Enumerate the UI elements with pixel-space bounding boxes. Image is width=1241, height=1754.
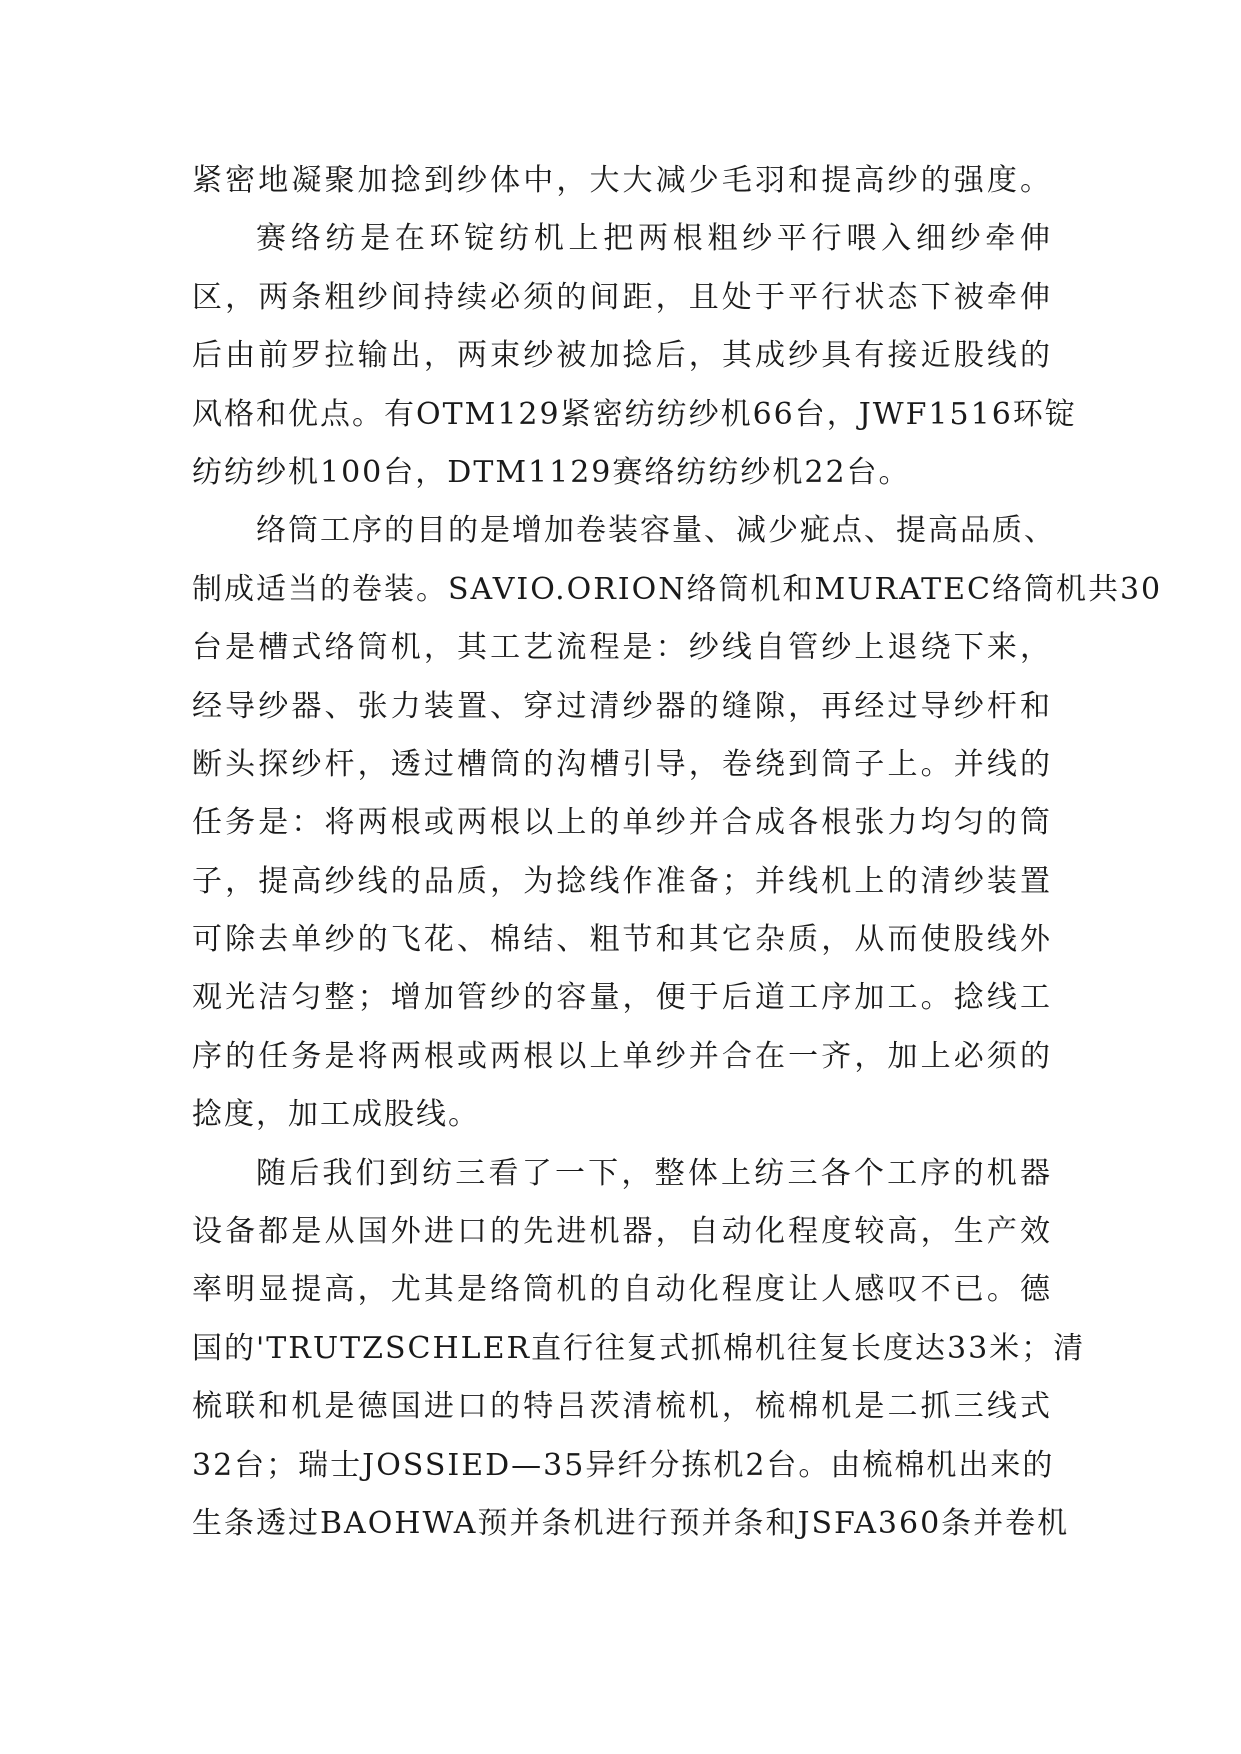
text-line: 子，提高纱线的品质，为捻线作准备；并线机上的清纱装置 [192,863,1052,899]
text-line: 可除去单纱的飞花、棉结、粗节和其它杂质，从而使股线外 [192,922,1052,958]
text-line: 32台；瑞士JOSSIED—35异纤分拣机2台。由梳棉机出来的 [192,1447,1055,1483]
text-line: 后由前罗拉输出，两束纱被加捻后，其成纱具有接近股线的 [192,338,1052,374]
paragraph-end-line: 捻度，加工成股线。 [192,1097,480,1133]
text-line: 紧密地凝聚加捻到纱体中，大大减少毛羽和提高纱的强度。 [192,163,1052,198]
text-line: 区，两条粗纱间持续必须的间距，且处于平行状态下被牵伸 [192,279,1052,315]
text-line: 观光洁匀整；增加管纱的容量，便于后道工序加工。捻线工 [192,980,1052,1016]
text-line: 生条透过BAOHWA预并条机进行预并条和JSFA360条并卷机 [192,1505,1070,1541]
text-line: 序的任务是将两根或两根以上单纱并合在一齐，加上必须的 [192,1038,1052,1074]
paragraph-start-line: 络筒工序的目的是增加卷装容量、减少疵点、提高品质、 [256,513,1056,549]
text-line: 率明显提高，尤其是络筒机的自动化程度让人感叹不已。德 [192,1272,1052,1308]
paragraph-start-line: 赛络纺是在环锭纺机上把两根粗纱平行喂入细纱牵伸 [256,221,1052,257]
paragraph-start-line: 随后我们到纺三看了一下，整体上纺三各个工序的机器 [256,1155,1052,1191]
paragraph-end-line: 纺纺纱机100台，DTM1129赛络纺纺纱机22台。 [192,454,911,490]
text-line: 制成适当的卷装。SAVIO.ORION络筒机和MURATEC络筒机共30 [192,571,1163,607]
text-line: 设备都是从国外进口的先进机器，自动化程度较高，生产效 [192,1214,1052,1250]
text-line: 台是槽式络筒机，其工艺流程是：纱线自管纱上退绕下来， [192,630,1052,666]
text-line: 任务是：将两根或两根以上的单纱并合成各根张力均匀的筒 [192,805,1052,841]
text-line: 梳联和机是德国进口的特吕茨清梳机，梳棉机是二抓三线式 [192,1389,1052,1425]
body-text [192,152,1163,1553]
text-line: 经导纱器、张力装置、穿过清纱器的缝隙，再经过导纱杆和 [192,688,1052,724]
text-line: 风格和优点。有OTM129紧密纺纺纱机66台，JWF1516环锭 [192,396,1077,432]
text-line: 断头探纱杆，透过槽筒的沟槽引导，卷绕到筒子上。并线的 [192,746,1052,782]
text-line: 国的'TRUTZSCHLER直行往复式抓棉机往复长度达33米；清 [192,1330,1086,1366]
